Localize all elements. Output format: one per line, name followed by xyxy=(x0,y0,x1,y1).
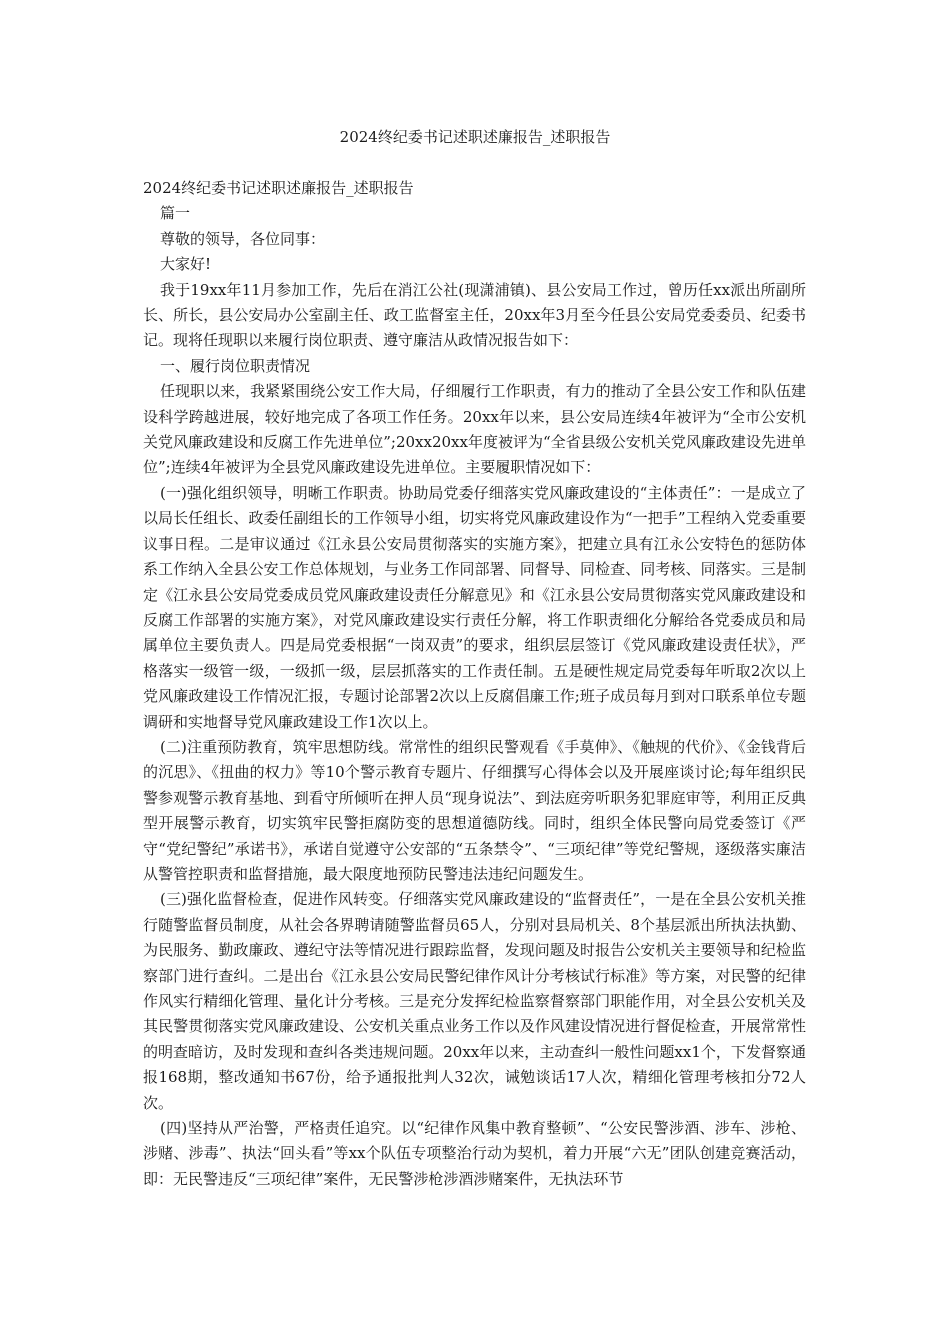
body-paragraph: (二)注重预防教育，筑牢思想防线。常常性的组织民警观看《手莫伸》、《触规的代价》、《金钱背后的沉思》、《扭曲的权力》等10个警示教育专题片、仔细撰写心得体会以及开展座谈讨论;每年组织民警参观警示教育基地、到看守所倾听在押人员“现身说法”、到法庭旁听职务犯罪庭审等，利用正反典型开展警示教育，切实筑牢民警拒腐防变的思想道德防线。同时，组织全体民警向局党委签订《严守“党纪警纪”承诺书》，承诺自觉遵守公安部的“五条禁令”、“三项纪律”等党纪警规，逐级落实廉洁从警管控职责和监督措施，最大限度地预防民警违法违纪问题发生。 xyxy=(143,737,806,883)
body-paragraph: 我于19xx年11月参加工作，先后在消江公社(现潇浦镇)、县公安局工作过，曾历任xx派出所副所长、所长，县公安局办公室副主任、政工监督室主任，20xx年3月至今任县公安局党委委员、纪委书记。现将任现职以来履行岗位职责、遵守廉洁从政情况报告如下： xyxy=(143,280,806,350)
document-subtitle: 2024终纪委书记述职述廉报告_述职报告 xyxy=(143,179,414,197)
body-paragraph: (一)强化组织领导，明晰工作职责。协助局党委仔细落实党风廉政建设的“主体责任”：一是成立了以局长任组长、政委任副组长的工作领导小组，切实将党风廉政建设作为“一把手”工程纳入党委重要议事日程。二是审议通过《江永县公安局贯彻落实的实施方案》，把建立具有江永公安特色的惩防体系工作纳入全县公安工作总体规划，与业务工作同部署、同督导、同检查、同考核、同落实。三是制定《江永县公安局党委成员党风廉政建设责任分解意见》和《江永县公安局贯彻落实党风廉政建设和反腐工作部署的实施方案》，对党风廉政建设实行责任分解，将工作职责细化分解给各党委成员和局属单位主要负责人。四是局党委根据“一岗双责”的要求，组织层层签订《党风廉政建设责任状》，严格落实一级管一级，一级抓一级，层层抓落实的工作责任制。五是硬性规定局党委每年听取2次以上党风廉政建设工作情况汇报，专题讨论部署2次以上反腐倡廉工作;班子成员每月到对口联系单位专题调研和实地督导党风廉政建设工作1次以上。 xyxy=(143,483,806,731)
salutation: 尊敬的领导，各位同事： xyxy=(160,229,326,248)
section-label: 篇一 xyxy=(160,204,191,223)
section-heading: 一、履行岗位职责情况 xyxy=(160,356,311,375)
document-title: 2024终纪委书记述职述廉报告_述职报告 xyxy=(339,128,611,146)
greeting: 大家好! xyxy=(160,255,212,274)
body-paragraph: 任现职以来，我紧紧围绕公安工作大局，仔细履行工作职责，有力的推动了全县公安工作和队伍建设科学跨越进展，较好地完成了各项工作任务。20xx年以来，县公安局连续4年被评为“全市公安机关党风廉政建设和反腐工作先进单位”;20xx20xx年度被评为“全省县级公安机关党风廉政建设先进单位”;连续4年被评为全县党风廉政建设先进单位。主要履职情况如下： xyxy=(143,382,806,477)
body-paragraph: (三)强化监督检查，促进作风转变。仔细落实党风廉政建设的“监督责任”，一是在全县公安机关推行随警监督员制度，从社会各界聘请随警监督员65人，分别对县局机关、8个基层派出所执法执勤、为民服务、勤政廉政、遵纪守法等情况进行跟踪监督，发现问题及时报告公安机关主要领导和纪检监察部门进行查纠。二是出台《江永县公安局民警纪律作风计分考核试行标准》等方案，对民警的纪律作风实行精细化管理、量化计分考核。三是充分发挥纪检监察督察部门职能作用，对全县公安机关及其民警贯彻落实党风廉政建设、公安机关重点业务工作以及作风建设情况进行督促检查，开展常常性的明查暗访，及时发现和查纠各类违规问题。20xx年以来，主动查纠一般性问题xx1个，下发督察通报168期，整改通知书67份，给予通报批判人32次，诫勉谈话17人次，精细化管理考核扣分72人次。 xyxy=(143,890,806,1112)
document-body xyxy=(143,176,806,1192)
body-paragraph: (四)坚持从严治警，严格责任追究。以“纪律作风集中教育整顿”、“公安民警涉酒、涉车、涉枪、涉赌、涉毒”、执法“回头看”等xx个队伍专项整治行动为契机，着力开展“六无”团队创建竞赛活动，即：无民警违反“三项纪律”案件，无民警涉枪涉酒涉赌案件，无执法环节 xyxy=(143,1119,806,1188)
